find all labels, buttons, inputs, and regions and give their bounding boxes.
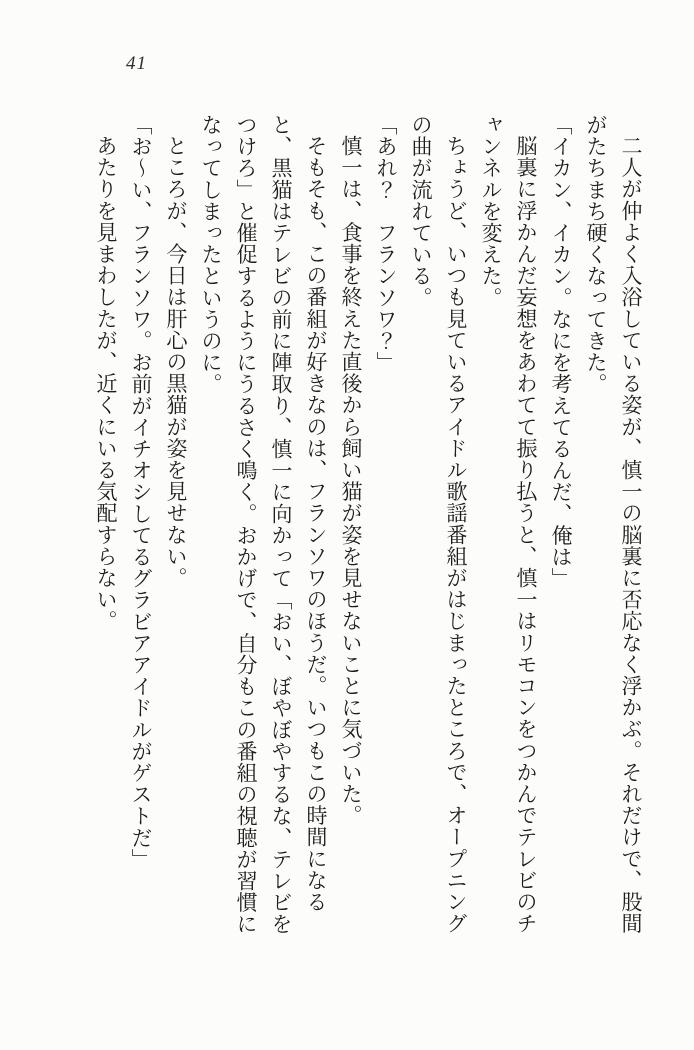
paragraph: 二人が仲よく入浴している姿が、慎一の脳裏に否応なく浮かぶ。それだけで、股間がたちまち硬くなってきた。	[584, 114, 643, 935]
paragraph: 脳裏に浮かんだ妄想をあわてて振り払うと、慎一はリモコンをつかんでテレビのチャンネルを変えた。	[479, 114, 538, 935]
paragraph: ところが、今日は肝心の黒猫が姿を見せない。	[164, 135, 188, 589]
paragraph: ちょうど、いつも見ているアイドル歌謡番組がはじまったところで、オープニングの曲が流れている。	[409, 114, 468, 935]
paragraph: 「あれ？ フランソワ？」	[374, 114, 398, 374]
paragraph: 「お～い、フランソワ。お前がイチオシしてるグラビアアイドルがゲストだ」	[129, 114, 153, 870]
paragraph: 慎一は、食事を終えた直後から飼い猫が姿を見せないことに気づいた。	[339, 135, 363, 827]
paragraph: あたりを見まわしたが、近くにいる気配すらない。	[94, 135, 118, 632]
paragraph: 「イカン、イカン。なにを考えてるんだ、俺は」	[549, 114, 573, 590]
paragraph: そもそも、この番組が好きなのは、フランソワのほうだ。いつもこの時間になると、黒猫はテレビの前に陣取り、慎一に向かって「おい、ぼやぼやするな、テレビをつけろ」と催促するようにうるさく鳴く。おかげで、自分もこの番組の視聴が習慣になってしまったというのに。	[199, 114, 328, 935]
page-number: 41	[126, 53, 147, 74]
body-text	[86, 114, 648, 938]
